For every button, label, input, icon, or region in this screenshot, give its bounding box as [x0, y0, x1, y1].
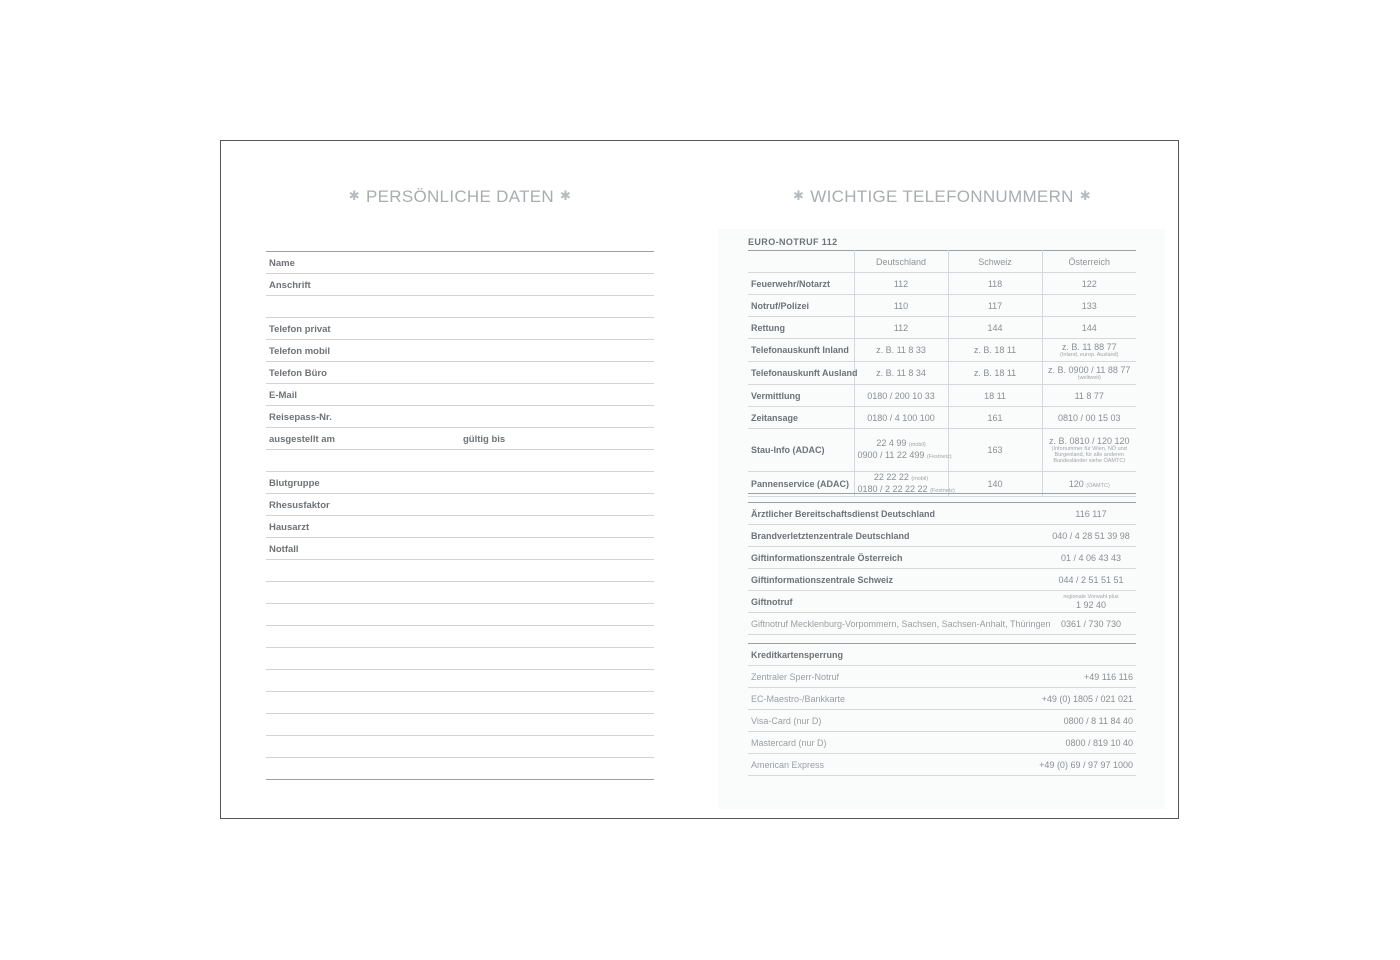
- euro-header-blank: [748, 251, 854, 273]
- euro-row: [748, 407, 1136, 429]
- credit-card-number: +49 (0) 69 / 97 97 1000: [1036, 754, 1136, 776]
- credit-card-row: [748, 688, 1136, 710]
- euro-cell-at: [1042, 339, 1136, 362]
- euro-note: (mobil): [908, 442, 926, 448]
- euro-row-label: Zeitansage: [748, 407, 854, 429]
- euro-value: 22 22 22: [873, 472, 909, 482]
- euro-cell-de: [854, 339, 948, 362]
- euro-emergency-title: EURO-NOTRUF 112: [748, 237, 838, 247]
- service-row: [748, 525, 1136, 547]
- euro-row: [748, 339, 1136, 362]
- credit-card-row: [748, 754, 1136, 776]
- euro-row-label: Notruf/Polizei: [748, 295, 854, 317]
- service-value: 01 / 4 06 43 43: [1060, 552, 1122, 563]
- euro-value: 163: [987, 445, 1003, 455]
- credit-card-label: American Express: [748, 754, 1036, 776]
- euro-cell-at: [1042, 273, 1136, 295]
- form-field-label: Telefon Büro: [269, 368, 327, 379]
- service-row: [748, 547, 1136, 569]
- euro-value-landline: [857, 450, 952, 462]
- form-field-label: Rhesusfaktor: [269, 500, 330, 511]
- section-divider: [748, 493, 1136, 502]
- service-note: regionale Vorwahl plus: [1063, 593, 1119, 600]
- notebook-spread: [220, 140, 1179, 819]
- service-label: Giftnotruf Mecklenburg-Vorpommern, Sachsen, Sachsen-Anhalt, Thüringen: [748, 613, 1046, 635]
- star-ornament-icon: ✱: [793, 188, 805, 203]
- euro-value: 0180 / 2 22 22 22: [857, 484, 928, 494]
- euro-row: [748, 429, 1136, 472]
- euro-value: 0810 / 00 15 03: [1057, 412, 1121, 423]
- euro-value: z. B. 11 8 34: [876, 368, 926, 378]
- euro-row-label: Stau-Info (ADAC): [748, 429, 854, 472]
- euro-column-header: Österreich: [1042, 251, 1136, 273]
- service-value: 0361 / 730 730: [1060, 618, 1122, 629]
- service-label: Giftinformationszentrale Österreich: [748, 547, 1046, 569]
- service-row: [748, 591, 1136, 613]
- euro-cell-at: [1042, 295, 1136, 317]
- form-rows: [266, 252, 654, 780]
- euro-cell-at: [1042, 429, 1136, 472]
- credit-card-label: Visa-Card (nur D): [748, 710, 1036, 732]
- form-field-sub-label: gültig bis: [463, 434, 506, 445]
- euro-column-header: Deutschland: [854, 251, 948, 273]
- service-number: [1046, 547, 1136, 569]
- form-field-row[interactable]: [266, 538, 654, 560]
- euro-cell-at: [1042, 385, 1136, 407]
- euro-value: 120: [1068, 479, 1084, 489]
- euro-cell-de: [854, 317, 948, 339]
- personal-data-form: [266, 251, 654, 780]
- form-field-row[interactable]: [266, 670, 654, 692]
- service-row: [748, 503, 1136, 525]
- service-number: [1046, 503, 1136, 525]
- euro-value: 122: [1081, 278, 1097, 289]
- service-row: [748, 613, 1136, 635]
- euro-row: [748, 362, 1136, 385]
- euro-value: z. B. 18 11: [973, 368, 1017, 378]
- euro-cell-ch: [948, 407, 1042, 429]
- euro-column-header: Schweiz: [948, 251, 1042, 273]
- euro-emergency-table: [748, 250, 1136, 497]
- form-field-row[interactable]: [266, 450, 654, 472]
- euro-cell-de: [854, 429, 952, 472]
- star-ornament-icon: ✱: [1079, 188, 1091, 203]
- form-field-row[interactable]: [266, 472, 654, 494]
- service-label: Brandverletztenzentrale Deutschland: [748, 525, 1046, 547]
- form-field-label: Reisepass-Nr.: [269, 412, 332, 423]
- euro-value: z. B. 18 11: [973, 345, 1017, 355]
- credit-card-number: 0800 / 819 10 40: [1036, 732, 1136, 754]
- form-field-label: Hausarzt: [269, 522, 310, 533]
- euro-value: 161: [987, 412, 1003, 423]
- euro-cell-ch: [948, 295, 1042, 317]
- euro-value: 112: [893, 278, 909, 289]
- service-label: Ärztlicher Bereitschaftsdienst Deutschland: [748, 503, 1046, 525]
- left-page-title: ✱ PERSÖNLICHE DATEN ✱: [348, 187, 572, 206]
- euro-value: 144: [987, 322, 1003, 333]
- euro-note: (mobil): [911, 476, 929, 482]
- form-field-row[interactable]: [266, 252, 654, 274]
- euro-cell-at: [1042, 407, 1136, 429]
- euro-value: 0180 / 200 10 33: [867, 390, 935, 401]
- euro-note: (Festnetz): [930, 488, 955, 494]
- star-ornament-icon: ✱: [348, 188, 360, 203]
- euro-cell-de: [854, 407, 948, 429]
- euro-value: 118: [987, 278, 1003, 289]
- euro-value-mobile: [858, 438, 945, 450]
- euro-row-label: Rettung: [748, 317, 854, 339]
- euro-cell-de: [854, 385, 948, 407]
- form-field-row[interactable]: [266, 626, 654, 648]
- euro-cell-at: [1042, 317, 1136, 339]
- star-ornament-icon: ✱: [560, 188, 572, 203]
- euro-cell-ch: [948, 429, 1042, 472]
- euro-value: 112: [893, 322, 909, 333]
- form-field-row[interactable]: [266, 384, 654, 406]
- credit-card-number: +49 (0) 1805 / 021 021: [1036, 688, 1136, 710]
- euro-row-label: Pannenservice (ADAC): [748, 472, 854, 497]
- form-field-label: Anschrift: [269, 280, 311, 291]
- euro-note: (ÖAMTC): [1086, 483, 1110, 489]
- euro-emergency-section: [748, 237, 1136, 497]
- euro-value: 110: [893, 300, 909, 311]
- form-field-label: Name: [269, 258, 295, 269]
- service-value: 1 92 40: [1075, 599, 1107, 610]
- right-page-title: ✱ WICHTIGE TELEFONNUMMERN ✱: [793, 187, 1091, 206]
- service-number: [1046, 525, 1136, 547]
- euro-cell-ch: [948, 362, 1042, 385]
- credit-card-table: [748, 643, 1136, 776]
- euro-value: 140: [987, 479, 1003, 489]
- service-value: 116 117: [1075, 508, 1107, 519]
- credit-card-row: [748, 666, 1136, 688]
- credit-card-row: [748, 732, 1136, 754]
- euro-row-label: Vermittlung: [748, 385, 854, 407]
- euro-value: 11 8 77: [1074, 390, 1104, 401]
- euro-note: (weltweit): [1077, 375, 1101, 381]
- credit-card-number: +49 116 116: [1036, 666, 1136, 688]
- euro-row: [748, 273, 1136, 295]
- credit-card-section: [748, 643, 1136, 776]
- credit-card-number: 0800 / 8 11 84 40: [1036, 710, 1136, 732]
- euro-note: (Inland, europ. Ausland): [1060, 352, 1119, 358]
- form-field-label: Telefon mobil: [269, 346, 331, 357]
- form-field-row[interactable]: [266, 362, 654, 384]
- form-field-row[interactable]: [266, 428, 654, 450]
- euro-cell-at: [1042, 362, 1136, 385]
- form-field-row[interactable]: [266, 274, 654, 296]
- euro-cell-ch: [948, 339, 1042, 362]
- form-field-row[interactable]: [266, 296, 654, 318]
- euro-value: 144: [1081, 322, 1097, 333]
- euro-cell-ch: [948, 385, 1042, 407]
- form-field-row[interactable]: [266, 604, 654, 626]
- euro-value: z. B. 0810 / 120 120: [1048, 436, 1130, 446]
- euro-value: 117: [987, 300, 1003, 311]
- form-field-row[interactable]: [266, 318, 654, 340]
- euro-cell-de: [854, 295, 948, 317]
- form-field-row[interactable]: [266, 692, 654, 714]
- form-field-row[interactable]: [266, 516, 654, 538]
- service-value: 044 / 2 51 51 51: [1058, 574, 1124, 585]
- form-field-row[interactable]: [266, 494, 654, 516]
- euro-value: 0900 / 11 22 499: [857, 450, 925, 460]
- euro-value: 22 4 99: [876, 438, 907, 448]
- credit-card-title-row: [748, 644, 1136, 666]
- credit-card-row: [748, 710, 1136, 732]
- euro-cell-ch: [948, 273, 1042, 295]
- euro-cell-de: [854, 362, 948, 385]
- credit-card-label: Zentraler Sperr-Notruf: [748, 666, 1036, 688]
- euro-note: (Festnetz): [926, 454, 952, 460]
- euro-row-label: Telefonauskunft Ausland: [748, 362, 854, 385]
- euro-value: 0180 / 4 100 100: [867, 412, 935, 423]
- euro-cell-de: [854, 273, 948, 295]
- form-field-row[interactable]: [266, 648, 654, 670]
- euro-value: 133: [1081, 300, 1097, 311]
- form-field-row[interactable]: [266, 340, 654, 362]
- phone-numbers-panel: [718, 229, 1165, 809]
- service-value: 040 / 4 28 51 39 98: [1052, 530, 1130, 541]
- form-field-label: E-Mail: [269, 390, 297, 401]
- euro-header-row: [748, 251, 1136, 273]
- services-table: [748, 502, 1136, 635]
- service-number: [1046, 613, 1136, 635]
- euro-row: [748, 295, 1136, 317]
- euro-row: [748, 385, 1136, 407]
- form-field-label: ausgestellt am: [269, 434, 335, 445]
- service-number: [1046, 591, 1136, 613]
- form-field-row[interactable]: [266, 582, 654, 604]
- services-section: [748, 493, 1136, 635]
- euro-note: (Infonummer für Wien, NÖ und Burgenland, für alle anderen Bundesländer siehe ÖAMTC): [1051, 446, 1127, 464]
- form-field-row[interactable]: [266, 736, 654, 758]
- form-field-row[interactable]: [266, 406, 654, 428]
- euro-row-label: Feuerwehr/Notarzt: [748, 273, 854, 295]
- euro-value-mobile: [858, 472, 945, 484]
- form-field-label: Blutgruppe: [269, 478, 320, 489]
- service-row: [748, 569, 1136, 591]
- form-field-label: Notfall: [269, 544, 299, 555]
- service-label: Giftinformationszentrale Schweiz: [748, 569, 1046, 591]
- euro-value: z. B. 0900 / 11 88 77: [1048, 365, 1131, 375]
- credit-card-label: Mastercard (nur D): [748, 732, 1036, 754]
- service-number: [1046, 569, 1136, 591]
- euro-cell-ch: [948, 317, 1042, 339]
- credit-card-title: Kreditkartensperrung: [748, 644, 1136, 666]
- euro-value: 18 11: [984, 390, 1006, 401]
- euro-row-label: Telefonauskunft Inland: [748, 339, 854, 362]
- service-label: Giftnotruf: [748, 591, 1046, 613]
- euro-row: [748, 317, 1136, 339]
- form-field-label: Telefon privat: [269, 324, 331, 335]
- credit-card-label: EC-Maestro-/Bankkarte: [748, 688, 1036, 710]
- euro-value: z. B. 11 8 33: [876, 345, 926, 355]
- form-field-row[interactable]: [266, 560, 654, 582]
- form-field-row[interactable]: [266, 758, 654, 780]
- euro-value: z. B. 11 88 77: [1061, 342, 1117, 352]
- form-field-row[interactable]: [266, 714, 654, 736]
